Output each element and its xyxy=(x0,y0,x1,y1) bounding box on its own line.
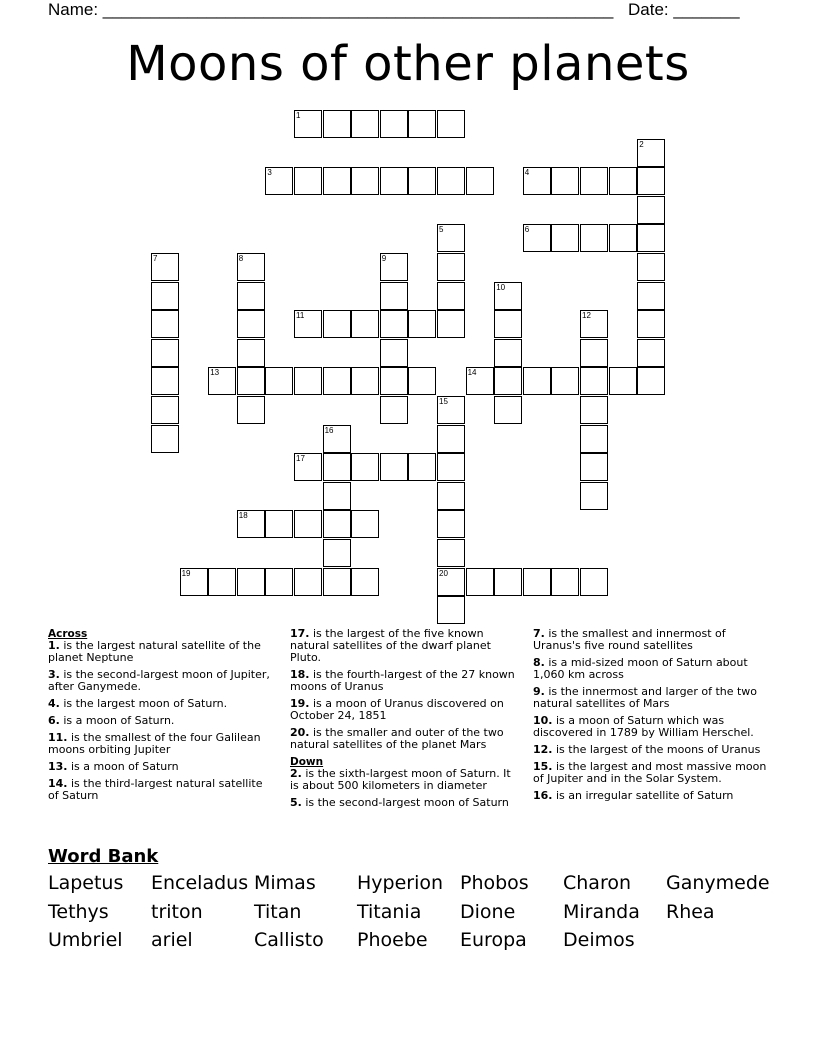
grid-cell[interactable] xyxy=(437,596,465,624)
grid-cell[interactable] xyxy=(351,453,379,481)
clue-text: is the innermost and larger of the two natural satellites of Mars xyxy=(533,685,758,710)
clue-text: is a mid-sized moon of Saturn about 1,060 km across xyxy=(533,656,748,681)
clue-item xyxy=(533,657,767,681)
word-bank-item: Titania xyxy=(357,900,422,923)
grid-cell[interactable] xyxy=(265,510,293,538)
clue-item xyxy=(48,669,276,693)
word-bank-item: triton xyxy=(151,900,203,923)
word-bank-item: Tethys xyxy=(48,900,109,923)
grid-cell[interactable] xyxy=(494,367,522,395)
grid-cell[interactable] xyxy=(380,282,408,310)
clue-item xyxy=(290,768,518,792)
clue-number: 5 xyxy=(439,225,444,235)
grid-cell[interactable] xyxy=(323,453,351,481)
grid-cell[interactable] xyxy=(294,453,322,481)
grid-cell[interactable] xyxy=(551,224,579,252)
clue-item xyxy=(48,732,276,756)
clue-number: 15. xyxy=(533,760,553,773)
clue-item xyxy=(533,761,767,785)
grid-cell[interactable] xyxy=(466,568,494,596)
grid-cell[interactable] xyxy=(294,510,322,538)
grid-cell[interactable] xyxy=(151,253,179,281)
word-bank-item: Mimas xyxy=(254,872,316,894)
clue-item xyxy=(48,778,276,802)
grid-cell[interactable] xyxy=(323,539,351,567)
grid-cell[interactable] xyxy=(151,339,179,367)
grid-cell[interactable] xyxy=(294,310,322,338)
grid-cell[interactable] xyxy=(494,310,522,338)
grid-cell[interactable] xyxy=(437,224,465,252)
grid-cell[interactable] xyxy=(437,453,465,481)
grid-cell[interactable] xyxy=(580,367,608,395)
grid-cell[interactable] xyxy=(380,110,408,138)
grid-cell[interactable] xyxy=(580,224,608,252)
clue-number: 12. xyxy=(533,743,553,756)
clue-text: is the second-largest moon of Saturn xyxy=(301,796,509,809)
clue-number: 5. xyxy=(290,796,302,809)
grid-cell[interactable] xyxy=(323,310,351,338)
grid-cell[interactable] xyxy=(494,396,522,424)
clue-text: is the largest moon of Saturn. xyxy=(59,697,228,710)
name-field-label: Name: ______________________________________________________ xyxy=(48,0,614,19)
clue-number: 2 xyxy=(639,139,644,149)
word-bank-item: Charon xyxy=(563,872,632,894)
grid-cell[interactable] xyxy=(437,425,465,453)
word-bank-title: Word Bank xyxy=(48,846,159,867)
grid-cell[interactable] xyxy=(323,568,351,596)
grid-cell[interactable] xyxy=(580,568,608,596)
grid-cell[interactable] xyxy=(437,282,465,310)
grid-cell[interactable] xyxy=(494,568,522,596)
clues-column-1 xyxy=(48,628,276,807)
clue-number: 8. xyxy=(533,656,545,669)
clue-text: is the smallest and innermost of Uranus's five round satellites xyxy=(533,627,726,652)
clue-number: 3. xyxy=(48,668,60,681)
grid-cell[interactable] xyxy=(237,396,265,424)
grid-cell[interactable] xyxy=(580,482,608,510)
across-clue-list xyxy=(48,640,276,802)
clue-number: 4. xyxy=(48,697,60,710)
grid-cell[interactable] xyxy=(380,310,408,338)
grid-cell[interactable] xyxy=(437,396,465,424)
clue-text: is the smaller and outer of the two natural satellites of the planet Mars xyxy=(290,726,504,751)
grid-cell[interactable] xyxy=(580,339,608,367)
clue-text: is the largest of the five known natural satellites of the dwarf planet Pluto. xyxy=(290,627,491,664)
clue-number: 18 xyxy=(238,511,248,521)
grid-cell[interactable] xyxy=(265,367,293,395)
grid-cell[interactable] xyxy=(551,167,579,195)
clue-number: 16. xyxy=(533,789,553,802)
grid-cell[interactable] xyxy=(637,282,665,310)
grid-cell[interactable] xyxy=(408,367,436,395)
clue-text: is the fourth-largest of the 27 known moons of Uranus xyxy=(290,668,515,693)
clue-number: 4 xyxy=(524,168,530,178)
clue-item xyxy=(290,669,518,693)
clue-number: 11 xyxy=(296,311,305,321)
grid-cell[interactable] xyxy=(580,310,608,338)
grid-cell[interactable] xyxy=(151,396,179,424)
word-bank-item: Miranda xyxy=(563,900,640,923)
grid-cell[interactable] xyxy=(580,425,608,453)
grid-cell[interactable] xyxy=(151,310,179,338)
clue-text: is the second-largest moon of Jupiter, after Ganymede. xyxy=(48,668,270,693)
word-bank-item: Ganymede xyxy=(666,872,770,894)
grid-cell[interactable] xyxy=(208,367,236,395)
grid-cell[interactable] xyxy=(437,253,465,281)
word-bank-item: Titan xyxy=(254,900,302,923)
word-bank-item: Enceladus xyxy=(151,872,249,894)
grid-cell[interactable] xyxy=(437,539,465,567)
grid-cell[interactable] xyxy=(151,425,179,453)
word-bank-item: Lapetus xyxy=(48,872,124,894)
clue-number: 17. xyxy=(290,627,310,640)
clue-number: 19. xyxy=(290,697,310,710)
grid-cell[interactable] xyxy=(637,196,665,224)
clue-number: 7. xyxy=(533,627,545,640)
clue-number: 10. xyxy=(533,714,553,727)
grid-cell[interactable] xyxy=(637,367,665,395)
grid-cell[interactable] xyxy=(323,110,351,138)
clue-number: 10 xyxy=(496,282,506,292)
grid-cell[interactable] xyxy=(351,568,379,596)
clue-item xyxy=(533,744,767,756)
grid-cell[interactable] xyxy=(609,167,637,195)
clue-number: 12 xyxy=(582,311,591,321)
grid-cell[interactable] xyxy=(494,282,522,310)
grid-cell[interactable] xyxy=(437,510,465,538)
grid-cell[interactable] xyxy=(351,367,379,395)
clue-number: 16 xyxy=(324,425,334,435)
grid-cell[interactable] xyxy=(551,367,579,395)
grid-cell[interactable] xyxy=(294,167,322,195)
grid-cell[interactable] xyxy=(580,167,608,195)
grid-cell[interactable] xyxy=(237,282,265,310)
grid-cell[interactable] xyxy=(523,224,551,252)
clue-text: is a moon of Uranus discovered on October 24, 1851 xyxy=(290,697,504,722)
word-bank-item: Phoebe xyxy=(357,929,428,951)
word-bank-item: Rhea xyxy=(666,900,715,923)
word-bank-item: Umbriel xyxy=(48,929,123,951)
clue-number: 17 xyxy=(296,454,305,464)
grid-cell[interactable] xyxy=(351,110,379,138)
grid-cell[interactable] xyxy=(323,482,351,510)
grid-cell[interactable] xyxy=(408,310,436,338)
grid-cell[interactable] xyxy=(294,367,322,395)
down-clue-list-continued xyxy=(533,628,767,802)
clue-number: 8 xyxy=(238,254,244,263)
grid-cell[interactable] xyxy=(208,568,236,596)
grid-cell[interactable] xyxy=(265,568,293,596)
across-heading: Across xyxy=(48,628,88,640)
clue-number: 1 xyxy=(296,111,301,120)
grid-cell[interactable] xyxy=(380,253,408,281)
clue-number: 6 xyxy=(524,225,530,235)
clue-number: 20 xyxy=(439,568,448,578)
grid-cell[interactable] xyxy=(580,453,608,481)
word-bank-item: Hyperion xyxy=(357,872,444,894)
clue-item xyxy=(533,686,767,710)
clue-number: 19 xyxy=(181,568,191,578)
clue-item xyxy=(48,698,276,710)
grid-cell[interactable] xyxy=(380,453,408,481)
grid-cell[interactable] xyxy=(323,367,351,395)
grid-cell[interactable] xyxy=(351,510,379,538)
grid-cell[interactable] xyxy=(265,167,293,195)
down-clue-list xyxy=(290,768,518,809)
grid-cell[interactable] xyxy=(351,310,379,338)
grid-cell[interactable] xyxy=(380,167,408,195)
word-bank-item: Deimos xyxy=(563,929,635,951)
grid-cell[interactable] xyxy=(294,110,322,138)
clue-item xyxy=(533,628,767,652)
clue-number: 20. xyxy=(290,726,310,739)
clues-column-2 xyxy=(290,628,518,814)
clue-item xyxy=(533,790,767,802)
clue-number: 6. xyxy=(48,714,60,727)
clue-item xyxy=(290,628,518,664)
grid-cell[interactable] xyxy=(523,568,551,596)
clue-item xyxy=(290,727,518,751)
page-title: Moons of other planets xyxy=(126,36,690,92)
down-heading: Down xyxy=(290,756,324,768)
grid-cell[interactable] xyxy=(523,167,551,195)
grid-cell[interactable] xyxy=(294,568,322,596)
clue-number: 9. xyxy=(533,685,545,698)
clue-number: 1. xyxy=(48,639,60,652)
clue-text: is a moon of Saturn. xyxy=(59,714,175,727)
clue-text: is the third-largest natural satellite of Saturn xyxy=(48,777,263,802)
clue-number: 7 xyxy=(153,254,158,263)
grid-cell[interactable] xyxy=(437,482,465,510)
grid-cell[interactable] xyxy=(437,310,465,338)
clue-number: 2. xyxy=(290,767,302,780)
grid-cell[interactable] xyxy=(437,568,465,596)
clue-text: is the sixth-largest moon of Saturn. It is about 500 kilometers in diameter xyxy=(290,767,511,792)
grid-cell[interactable] xyxy=(637,310,665,338)
clue-text: is a moon of Saturn which was discovered in 1789 by William Herschel. xyxy=(533,714,754,739)
grid-cell[interactable] xyxy=(151,282,179,310)
grid-cell[interactable] xyxy=(323,167,351,195)
grid-cell[interactable] xyxy=(408,167,436,195)
grid-cell[interactable] xyxy=(237,367,265,395)
clue-item xyxy=(290,698,518,722)
clue-number: 13 xyxy=(210,368,220,378)
grid-cell[interactable] xyxy=(551,568,579,596)
word-bank-item: Callisto xyxy=(254,929,324,951)
clue-text: is an irregular satellite of Saturn xyxy=(552,789,734,802)
grid-cell[interactable] xyxy=(523,367,551,395)
clue-text: is the largest and most massive moon of Jupiter and in the Solar System. xyxy=(533,760,767,785)
clue-number: 18. xyxy=(290,668,310,681)
clue-item xyxy=(48,640,276,664)
grid-cell[interactable] xyxy=(380,339,408,367)
date-field-label: Date: _______ xyxy=(628,0,740,19)
clue-number: 15 xyxy=(439,397,448,406)
clue-item xyxy=(48,715,276,727)
grid-cell[interactable] xyxy=(494,339,522,367)
grid-cell[interactable] xyxy=(180,568,208,596)
grid-cell[interactable] xyxy=(323,510,351,538)
clue-number: 14 xyxy=(467,368,477,378)
grid-cell[interactable] xyxy=(466,167,494,195)
clue-number: 11. xyxy=(48,731,68,744)
grid-cell[interactable] xyxy=(237,568,265,596)
grid-cell[interactable] xyxy=(323,425,351,453)
clue-text: is the smallest of the four Galilean moons orbiting Jupiter xyxy=(48,731,261,756)
clue-number: 3 xyxy=(267,168,272,178)
clue-number: 13. xyxy=(48,760,68,773)
grid-cell[interactable] xyxy=(237,339,265,367)
grid-cell[interactable] xyxy=(380,396,408,424)
grid-cell[interactable] xyxy=(609,224,637,252)
clues-column-3 xyxy=(533,628,767,807)
across-clue-list-continued xyxy=(290,628,518,751)
clue-text: is the largest natural satellite of the planet Neptune xyxy=(48,639,261,664)
clue-item xyxy=(533,715,767,739)
word-bank-item: Dione xyxy=(460,900,516,923)
grid-cell[interactable] xyxy=(637,339,665,367)
grid-cell[interactable] xyxy=(237,310,265,338)
grid-cell[interactable] xyxy=(151,367,179,395)
grid-cell[interactable] xyxy=(437,167,465,195)
grid-cell[interactable] xyxy=(609,367,637,395)
word-bank-item: Europa xyxy=(460,929,527,951)
word-bank-item: Phobos xyxy=(460,872,529,894)
grid-cell[interactable] xyxy=(408,110,436,138)
grid-cell[interactable] xyxy=(637,253,665,281)
grid-cell[interactable] xyxy=(408,453,436,481)
clue-number: 9 xyxy=(381,254,387,263)
clue-item xyxy=(48,761,276,773)
word-bank-item: ariel xyxy=(151,929,193,951)
grid-cell[interactable] xyxy=(466,367,494,395)
grid-cell[interactable] xyxy=(580,396,608,424)
grid-cell[interactable] xyxy=(237,253,265,281)
grid-cell[interactable] xyxy=(380,367,408,395)
grid-cell[interactable] xyxy=(637,167,665,195)
clue-item xyxy=(290,797,518,809)
grid-cell[interactable] xyxy=(437,110,465,138)
clue-number: 14. xyxy=(48,777,68,790)
grid-cell[interactable] xyxy=(637,224,665,252)
clue-text: is a moon of Saturn xyxy=(67,760,179,773)
grid-cell[interactable] xyxy=(351,167,379,195)
grid-cell[interactable] xyxy=(637,139,665,167)
grid-cell[interactable] xyxy=(237,510,265,538)
clue-text: is the largest of the moons of Uranus xyxy=(552,743,761,756)
